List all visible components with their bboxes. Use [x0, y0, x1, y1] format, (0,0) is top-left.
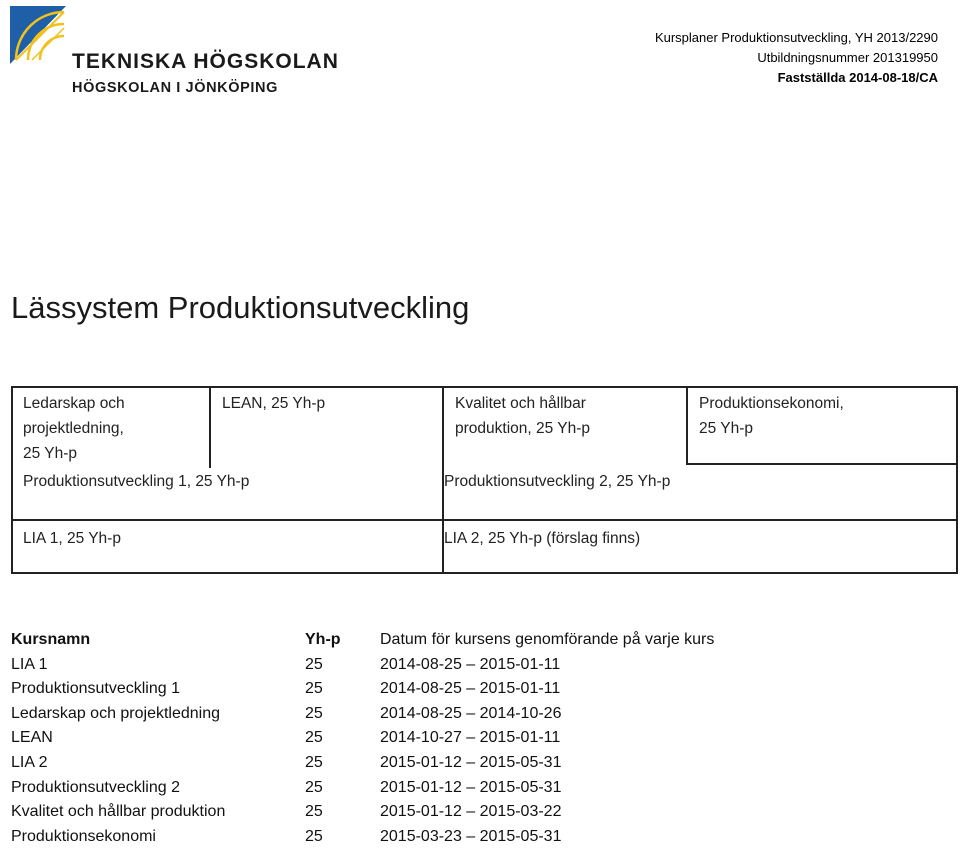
- logo-line-2: HÖGSKOLAN I JÖNKÖPING: [72, 80, 278, 96]
- cell-ekonomi: [699, 391, 844, 441]
- course-dates: 2015-03-23 – 2015-05-31: [380, 827, 562, 845]
- course-name: LIA 1: [11, 655, 48, 673]
- table-row: [11, 726, 714, 751]
- cell-kvalitet: [455, 391, 590, 441]
- table-row: [11, 825, 714, 850]
- course-credits: 25: [305, 729, 323, 747]
- table-row: [11, 800, 714, 825]
- table-row: [11, 653, 714, 678]
- course-credits: 25: [305, 704, 323, 722]
- grid-divider: [13, 519, 958, 521]
- course-dates: 2014-08-25 – 2014-10-26: [380, 704, 562, 722]
- course-dates: 2015-01-12 – 2015-03-22: [380, 803, 562, 821]
- course-credits: 25: [305, 827, 323, 845]
- course-name: LIA 2: [11, 753, 48, 771]
- cell-ledarskap-line: projektledning,: [23, 420, 124, 437]
- course-credits: 25: [305, 753, 323, 771]
- cell-kvalitet-line: produktion, 25 Yh-p: [455, 420, 591, 437]
- cell-pu1: Produktionsutveckling 1, 25 Yh-p: [23, 473, 250, 490]
- header-approval: Fastställda 2014-08-18/CA: [777, 70, 938, 85]
- cell-ledarskap: [23, 391, 125, 466]
- course-table: [11, 628, 714, 849]
- column-header-credits: Yh-p: [305, 631, 341, 648]
- course-name: Produktionsekonomi: [11, 827, 156, 845]
- course-dates: 2015-01-12 – 2015-05-31: [380, 753, 562, 771]
- course-dates: 2015-01-12 – 2015-05-31: [380, 778, 562, 796]
- cell-ledarskap-line: Ledarskap och: [23, 395, 125, 412]
- course-dates: 2014-08-25 – 2015-01-11: [380, 680, 561, 698]
- cell-ekonomi-line: Produktionsekonomi,: [699, 395, 844, 412]
- table-row: [11, 702, 714, 727]
- university-emblem-icon: [6, 2, 70, 68]
- schedule-grid: [11, 386, 958, 574]
- course-name: Produktionsutveckling 1: [11, 680, 180, 698]
- course-credits: 25: [305, 778, 323, 796]
- table-row: [11, 776, 714, 801]
- cell-lia2: LIA 2, 25 Yh-p (förslag finns): [444, 530, 641, 547]
- course-name: Ledarskap och projektledning: [11, 704, 221, 722]
- logo-line-1: TEKNISKA HÖGSKOLAN: [72, 50, 339, 73]
- course-name: LEAN: [11, 729, 53, 747]
- course-credits: 25: [305, 680, 323, 698]
- table-row: [11, 677, 714, 702]
- course-name: Produktionsutveckling 2: [11, 778, 180, 796]
- cell-pu2: Produktionsutveckling 2, 25 Yh-p: [444, 473, 671, 490]
- grid-divider: [686, 463, 958, 465]
- cell-ledarskap-line: 25 Yh-p: [23, 445, 78, 462]
- page-title: Lässystem Produktionsutveckling: [11, 290, 470, 325]
- table-row: [11, 751, 714, 776]
- table-header-row: [11, 628, 714, 653]
- cell-kvalitet-line: Kvalitet och hållbar: [455, 395, 586, 412]
- course-name: Kvalitet och hållbar produktion: [11, 803, 226, 821]
- header-course-plan: Kursplaner Produktionsutveckling, YH 2013/2290: [654, 30, 938, 45]
- cell-ekonomi-line: 25 Yh-p: [699, 420, 754, 437]
- cell-lean: LEAN, 25 Yh-p: [222, 395, 326, 412]
- grid-divider: [209, 388, 211, 468]
- document-header: [655, 28, 938, 88]
- course-dates: 2014-10-27 – 2015-01-11: [380, 729, 561, 747]
- course-credits: 25: [305, 803, 323, 821]
- cell-lia1: LIA 1, 25 Yh-p: [23, 530, 121, 547]
- column-header-name: Kursnamn: [11, 631, 91, 648]
- header-education-number: Utbildningsnummer 201319950: [757, 50, 938, 65]
- course-credits: 25: [305, 655, 323, 673]
- column-header-dates: Datum för kursens genomförande på varje kurs: [380, 631, 715, 648]
- university-logo: [6, 2, 356, 102]
- grid-divider: [686, 388, 688, 464]
- course-dates: 2014-08-25 – 2015-01-11: [380, 655, 561, 673]
